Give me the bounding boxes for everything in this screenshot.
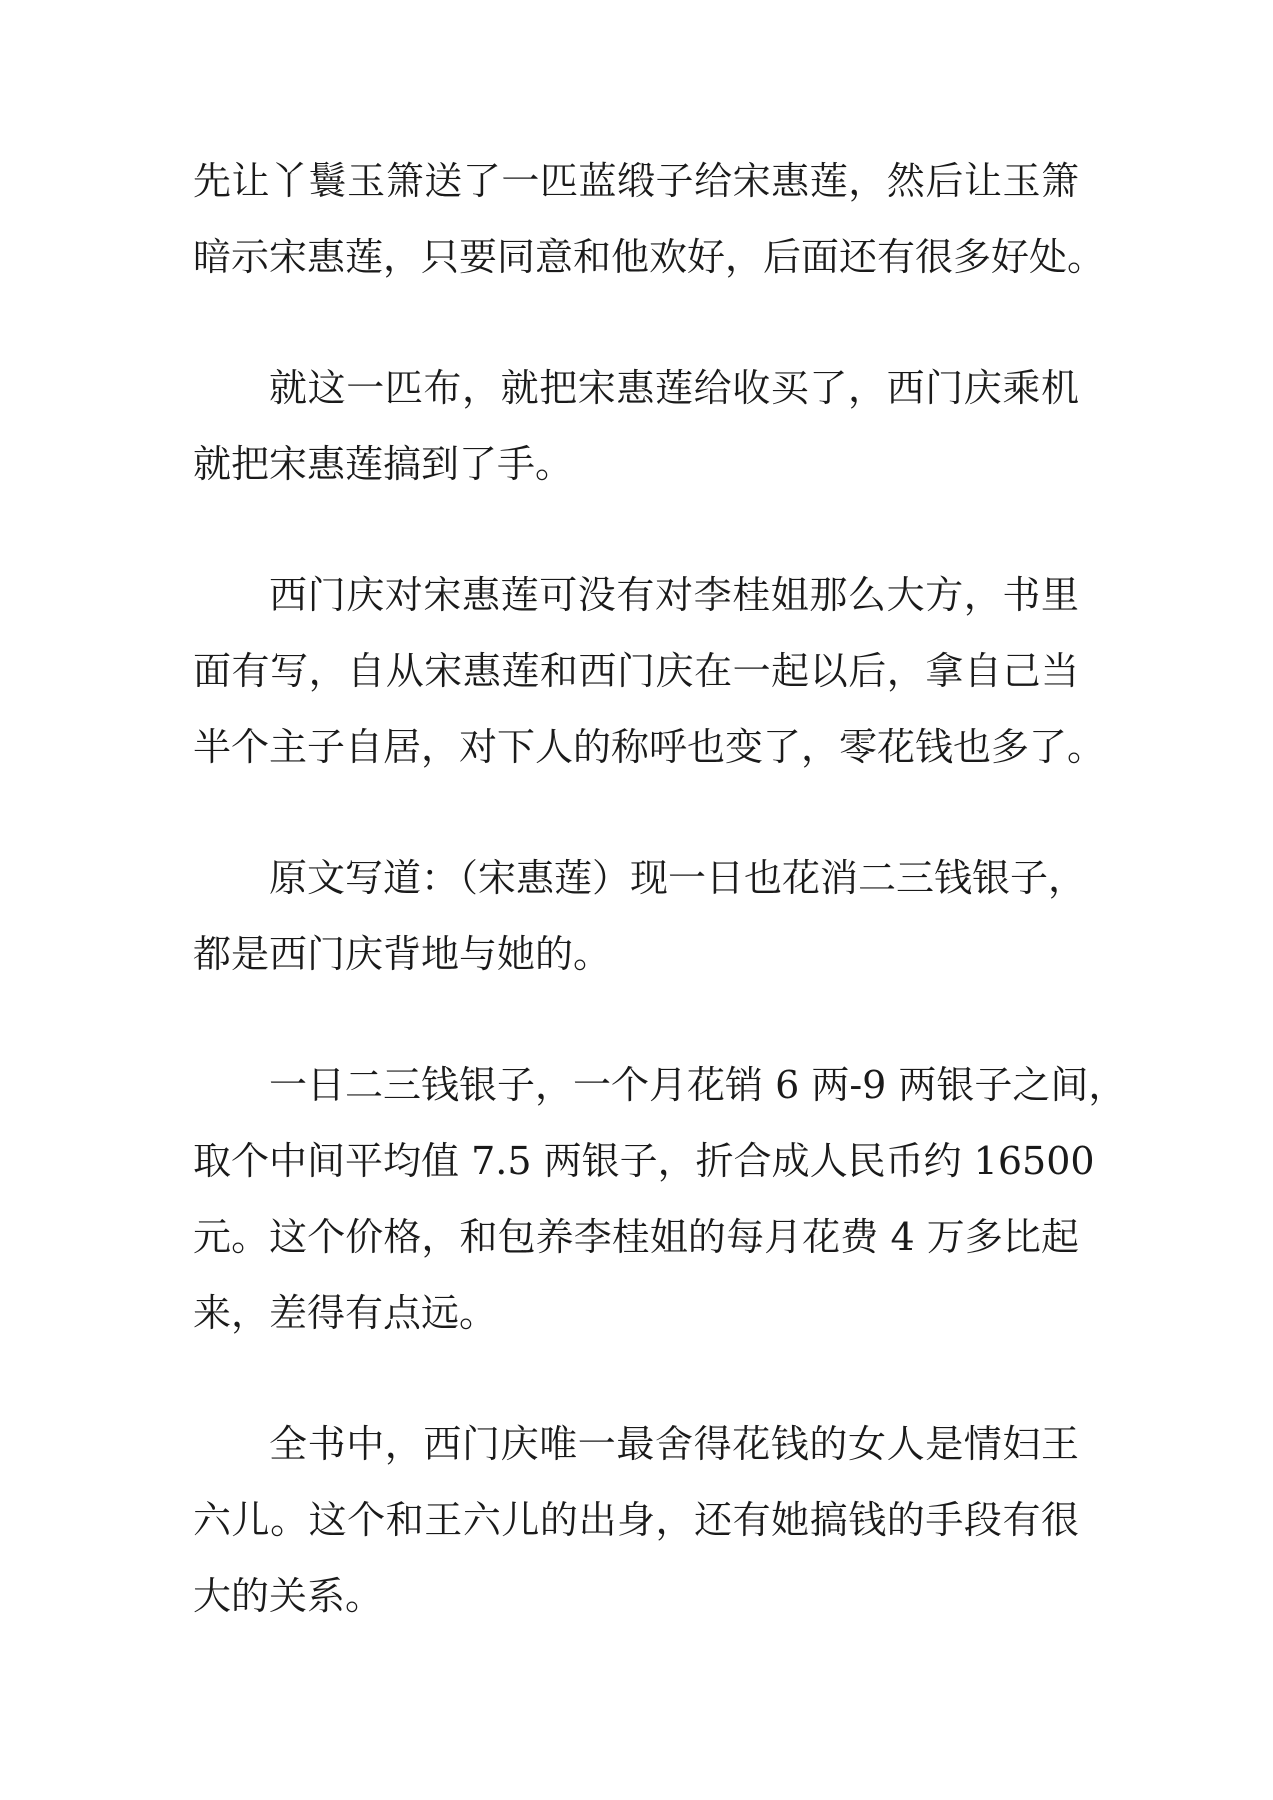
paragraph-line: 一日二三钱银子，一个月花销 6 两-9 两银子之间， xyxy=(269,1063,1127,1107)
article-body xyxy=(193,143,1127,1689)
paragraph-2 xyxy=(193,350,1079,502)
paragraph-line: 元。这个价格，和包养李桂姐的每月花费 4 万多比起 xyxy=(193,1215,1079,1259)
paragraph-5 xyxy=(193,1047,1127,1351)
paragraph-line: 面有写，自从宋惠莲和西门庆在一起以后，拿自己当 xyxy=(193,649,1079,693)
paragraph-line: 先让丫鬟玉箫送了一匹蓝缎子给宋惠莲，然后让玉箫 xyxy=(193,159,1079,203)
paragraph-line: 就把宋惠莲搞到了手。 xyxy=(193,442,574,486)
paragraph-line: 全书中，西门庆唯一最舍得花钱的女人是情妇王 xyxy=(269,1422,1079,1466)
paragraph-6 xyxy=(193,1406,1079,1634)
paragraph-line: 取个中间平均值 7.5 两银子，折合成人民币约 16500 xyxy=(193,1139,1095,1183)
paragraph-line: 六儿。这个和王六儿的出身，还有她搞钱的手段有很 xyxy=(193,1498,1079,1542)
paragraph-3 xyxy=(193,557,1106,785)
paragraph-line: 西门庆对宋惠莲可没有对李桂姐那么大方，书里 xyxy=(269,573,1079,617)
paragraph-line: 都是西门庆背地与她的。 xyxy=(193,932,612,976)
paragraph-line: 原文写道：（宋惠莲）现一日也花消二三钱银子， xyxy=(269,856,1087,900)
paragraph-line: 来，差得有点远。 xyxy=(193,1291,498,1335)
paragraph-line: 暗示宋惠莲，只要同意和他欢好，后面还有很多好处。 xyxy=(193,235,1106,279)
paragraph-1 xyxy=(193,143,1106,295)
paragraph-line: 半个主子自居，对下人的称呼也变了，零花钱也多了。 xyxy=(193,725,1106,769)
paragraph-4 xyxy=(193,840,1087,992)
paragraph-line: 就这一匹布，就把宋惠莲给收买了，西门庆乘机 xyxy=(269,366,1079,410)
paragraph-line: 大的关系。 xyxy=(193,1574,384,1618)
